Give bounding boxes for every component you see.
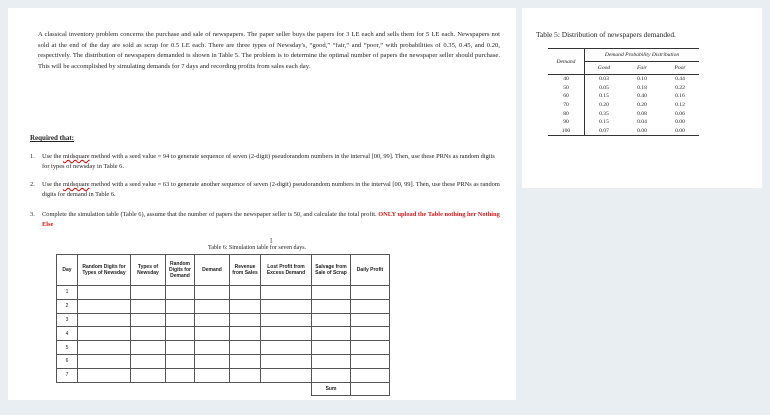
question-text: Use the midsquare method with a seed value = 63 to generate another sequence of seven (2-digit) pseudorandom numbers in the interval [00, 99]. Then, use these PRNs as random digits for demand in Table 6. — [42, 181, 500, 198]
simulation-table — [56, 254, 390, 396]
good-header: Good — [585, 62, 624, 75]
table-row — [57, 327, 390, 341]
table-row: 60 0.15 0.40 0.16 — [548, 92, 699, 101]
column-header: Salvage from Sale of Scrap — [312, 255, 351, 286]
table-row: 80 0.35 0.08 0.06 — [548, 109, 699, 118]
column-header: Daily Profit — [351, 255, 390, 286]
method-term: midsquare — [62, 181, 90, 188]
question-number: 2. — [30, 181, 35, 188]
table-row: 100 0.07 0.00 0.00 — [548, 127, 699, 136]
upload-instruction: ONLY upload the Table nothing her Nothing Else — [42, 211, 500, 228]
group-header: Demand Probability Distribution — [585, 49, 700, 62]
required-heading: Required that: — [30, 134, 75, 142]
question-number: 3. — [30, 211, 35, 218]
question-text: Use the midsquare method with a seed value = 94 to generate sequence of seven (2-digit) pseudorandom numbers in the interval [00, 99]. Then, use these PRNs as random digits for types of newsday in Table 6. — [42, 153, 495, 170]
column-header: Demand — [195, 255, 230, 286]
table5-caption: Table 5: Distribution of newspapers demanded. — [536, 30, 676, 39]
column-header: Random Digits for Types of Newsday — [78, 255, 131, 286]
table-row: 40 0.03 0.10 0.44 — [548, 75, 699, 84]
column-header: Lost Profit from Excess Demand — [261, 255, 312, 286]
sum-row — [57, 382, 390, 396]
table-row — [57, 299, 390, 313]
table6-caption: Table 6: Simulation table for seven days. — [208, 245, 307, 251]
problem-intro: A classical inventory problem concerns the purchase and sale of newspapers. The paper seller buys the papers for 3 LE each and sells them for 5 LE each. Newspapers not sold at the end of the day are sold as scrap for 0.5 LE each. There are three types of Newsday's, “good,” “fair,” and “poor,” with probabilities of 0.35, 0.45, and 0.20, respectively. The distribution of newspapers demanded is shown in Table 5. The problem is to determine the optimal number of papers the newspaper seller should purchase. This will be accomplished by simulating demands for 7 days and recording profits from sales each day. — [38, 31, 500, 70]
demand-header: Demand — [548, 49, 585, 75]
table-row: 50 0.05 0.18 0.22 — [548, 84, 699, 93]
sum-label: Sum — [312, 382, 351, 396]
method-term: midsquare — [62, 153, 90, 160]
question-text: Complete the simulation table (Table 6), assume that the number of papers the newspaper seller is 50, and calculate the total profit. ONLY upload the Table nothing her Nothing Else — [42, 211, 500, 228]
table-row — [57, 341, 390, 355]
column-header: Random Digits for Demand — [166, 255, 195, 286]
day-cell: 1 — [57, 286, 78, 300]
table-row — [57, 313, 390, 327]
column-header: Revenue from Sales — [230, 255, 261, 286]
distribution-page — [522, 8, 762, 188]
day-cell: 7 — [57, 368, 78, 382]
day-cell: 4 — [57, 327, 78, 341]
column-header: Types of Newsday — [131, 255, 166, 286]
table-row — [57, 354, 390, 368]
table-row — [57, 368, 390, 382]
day-cell: 5 — [57, 341, 78, 355]
question-number: 1. — [30, 153, 35, 160]
poor-header: Poor — [661, 62, 699, 75]
table-row: 90 0.15 0.04 0.00 — [548, 118, 699, 127]
day-cell: 6 — [57, 354, 78, 368]
column-header: Day — [57, 255, 78, 286]
day-cell: 3 — [57, 313, 78, 327]
demand-distribution-table — [548, 48, 699, 136]
table-row: 70 0.20 0.20 0.12 — [548, 101, 699, 110]
table-row — [57, 286, 390, 300]
problem-page — [8, 8, 516, 400]
day-cell: 2 — [57, 299, 78, 313]
text-cursor-icon: I — [270, 237, 273, 245]
fair-header: Fair — [623, 62, 661, 75]
